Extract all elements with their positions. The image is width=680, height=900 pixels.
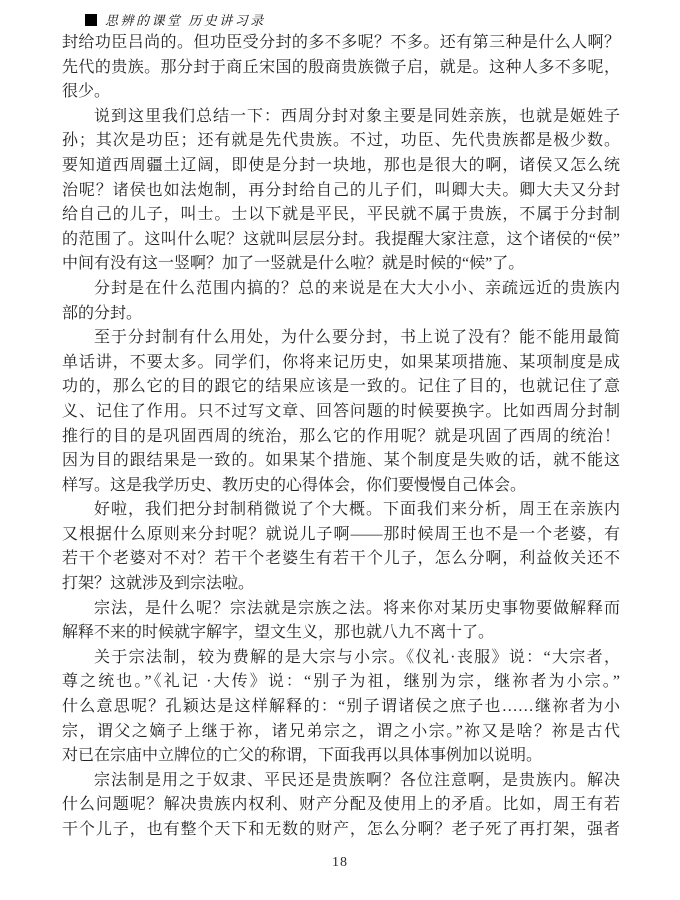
text-line: 样写。这是我学历史、教历史的心得体会，你们要慢慢自己体会。 xyxy=(62,476,527,494)
text-line: 干个儿子，也有整个天下和无数的财产，怎么分啊？老子死了再打架，强者 xyxy=(62,821,620,838)
text-line: 若干个老婆对不对？若干个老婆生有若干个儿子，怎么分啊，利益攸关还不 xyxy=(62,550,620,568)
header-square-icon xyxy=(85,14,97,26)
text-line: 打架？这就涉及到宗法啦。 xyxy=(62,575,255,593)
header-title: 思辨的课堂 历史讲习录 xyxy=(105,13,266,28)
text-line: 先代的贵族。那分封于商丘宋国的殷商贵族微子启，就是。这种人多不多呢， xyxy=(62,58,620,76)
text-line: 什么问题呢？解决贵族内权利、财产分配及使用上的矛盾。比如，周王有若 xyxy=(62,796,620,814)
text-line: 又根据什么原则来分封呢？就说儿子啊——那时候周王也不是一个老婆，有 xyxy=(62,525,620,543)
text-line: 分封是在什么范围内搞的？总的来说是在大大小小、亲疏远近的贵族内 xyxy=(94,279,620,297)
text-line: 单话讲，不要太多。同学们，你将来记历史，如果某项措施、某项制度是成 xyxy=(62,353,620,371)
text-line: 说到这里我们总结一下：西周分封对象主要是同姓亲族，也就是姬姓子 xyxy=(94,107,620,125)
text-line: 宗，谓父之嫡子上继于祢，诸兄弟宗之，谓之小宗。”祢又是啥？祢是古代 xyxy=(62,722,620,740)
text-line: 治呢？诸侯也如法炮制，再分封给自己的儿子们，叫卿大夫。卿大夫又分封 xyxy=(62,181,620,199)
text-line: 推行的目的是巩固西周的统治，那么它的作用呢？就是巩固了西周的统治！ xyxy=(62,427,620,445)
text-line: 解释不来的时候就字解字，望文生义，那也就八九不离十了。 xyxy=(62,624,495,642)
text-line: 好啦，我们把分封制稍微说了个大概。下面我们来分析，周王在亲族内 xyxy=(94,501,620,519)
text-line: 给自己的儿子，叫士。士以下就是平民，平民就不属于贵族，不属于分封制 xyxy=(62,206,620,224)
page-number: 18 xyxy=(332,855,348,870)
text-line: 关于宗法制，较为费解的是大宗与小宗。《仪礼·丧服》说：“大宗者， xyxy=(94,648,620,666)
text-line: 的范围了。这叫什么呢？这就叫层层分封。我提醒大家注意，这个诸侯的“侯” xyxy=(62,230,620,248)
text-line: 封给功臣吕尚的。但功臣受分封的多不多呢？不多。还有第三种是什么人啊？ xyxy=(62,34,620,51)
text-line: 功的，那么它的目的跟它的结果应该是一致的。记住了目的，也就记住了意 xyxy=(62,378,620,396)
text-line: 对已在宗庙中立牌位的亡父的称谓，下面我再以具体事例加以说明。 xyxy=(62,747,543,765)
text-line: 宗法制是用之于奴隶、平民还是贵族啊？各位注意啊，是贵族内。解决 xyxy=(94,771,620,789)
text-line: 很少。 xyxy=(62,83,111,101)
text-line: 孙；其次是功臣；还有就是先代贵族。不过，功臣、先代贵族都是极少数。 xyxy=(62,132,620,150)
text-line: 因为目的跟结果是一致的。如果某个措施、某个制度是失败的话，就不能这 xyxy=(62,452,620,470)
text-line: 要知道西周疆土辽阔，即使是分封一块地，那也是很大的啊，诸侯又怎么统 xyxy=(62,156,620,174)
text-line: 义、记住了作用。只不过写文章、回答问题的时候要换字。比如西周分封制 xyxy=(62,402,620,420)
body-text xyxy=(62,31,620,843)
running-header xyxy=(85,10,266,29)
text-line: 部的分封。 xyxy=(62,304,143,322)
text-line: 宗法，是什么呢？宗法就是宗族之法。将来你对某历史事物要做解释而 xyxy=(94,599,620,617)
text-line: 至于分封制有什么用处，为什么要分封，书上说了没有？能不能用最简 xyxy=(94,329,620,347)
text-line: 中间有没有这一竖啊？加了一竖就是什么啦？就是时候的“候”了。 xyxy=(62,255,525,273)
text-line: 尊之统也。”《礼记 ·大传》说：“别子为祖，继别为宗，继祢者为小宗。” xyxy=(62,673,620,691)
text-line: 什么意思呢？孔颖达是这样解释的：“别子谓诸侯之庶子也……继祢者为小 xyxy=(62,698,620,716)
